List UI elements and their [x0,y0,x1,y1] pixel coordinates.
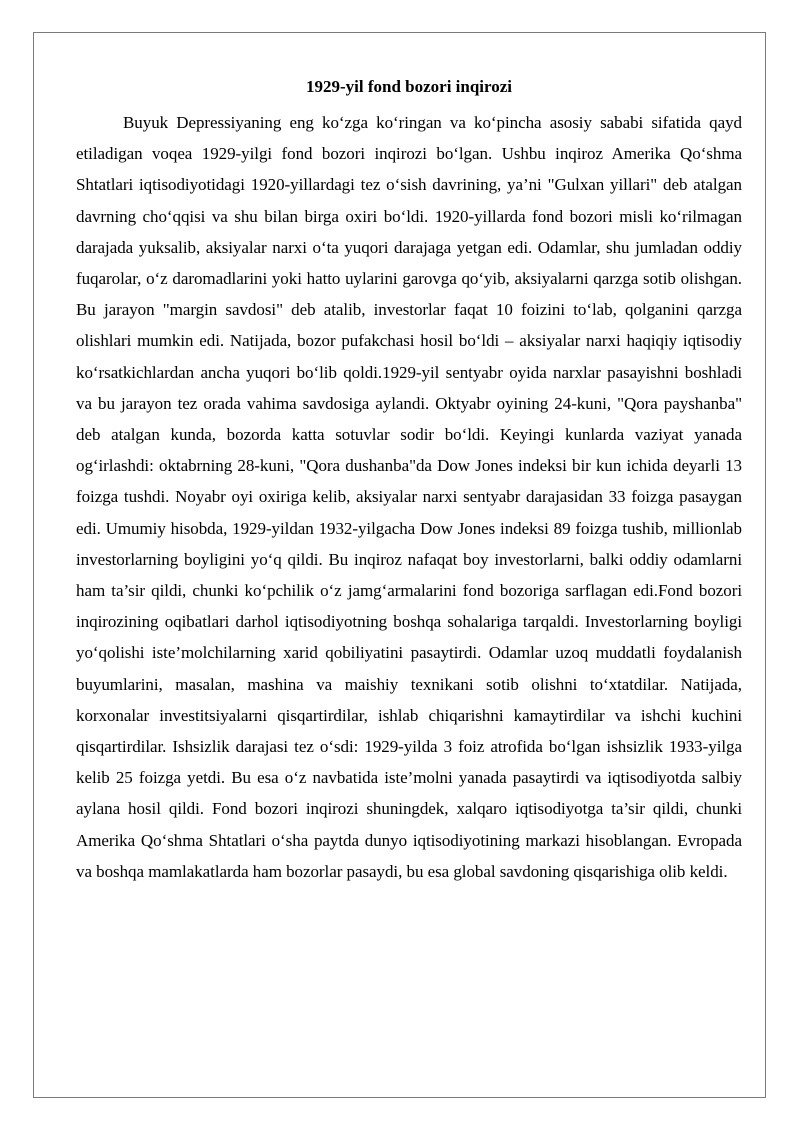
body-paragraph: Buyuk Depressiyaning eng ko‘zga ko‘ringan va ko‘pincha asosiy sababi sifatida qayd etiladigan voqea 1929-yilgi fond bozori inqirozi bo‘lgan. Ushbu inqiroz Amerika Qo‘shma Shtatlari iqtisodiyotidagi 1920-yillardagi tez o‘sish davrining, ya’ni "Gulxan yillari" deb atalgan davrning cho‘qqisi va shu bilan birga oxiri bo‘ldi. 1920-yillarda fond bozori misli ko‘rilmagan darajada yuksalib, aksiyalar narxi o‘ta yuqori darajaga yetgan edi. Odamlar, shu jumladan oddiy fuqarolar, o‘z daromadlarini yoki hatto uylarini garovga qo‘yib, aksiyalarni qarzga sotib olishgan. Bu jarayon "margin savdosi" deb atalib, investorlar faqat 10 foizini to‘lab, qolganini qarzga olishlari mumkin edi. Natijada, bozor pufakchasi hosil bo‘ldi – aksiyalar narxi haqiqiy iqtisodiy ko‘rsatkichlardan ancha yuqori bo‘lib qoldi.1929-yil sentyabr oyida narxlar pasayishni boshladi va bu jarayon tez orada vahima savdosiga aylandi. Oktyabr oyining 24-kuni, "Qora payshanba" deb atalgan kunda, bozorda katta sotuvlar sodir bo‘ldi. Keyingi kunlarda vaziyat yanada og‘irlashdi: oktabrning 28-kuni, "Qora dushanba"da Dow Jones indeksi bir kun ichida deyarli 13 foizga tushdi. Noyabr oyi oxiriga kelib, aksiyalar narxi sentyabr darajasidan 33 foizga pasaygan edi. Umumiy hisobda, 1929-yildan 1932-yilgacha Dow Jones indeksi 89 foizga tushib, millionlab investorlarning boyligini yo‘q qildi. Bu inqiroz nafaqat boy investorlarni, balki oddiy odamlarni ham ta’sir qildi, chunki ko‘pchilik o‘z jamg‘armalarini fond bozoriga sarflagan edi.Fond bozori inqirozining oqibatlari darhol iqtisodiyotning boshqa sohalariga tarqaldi. Investorlarning boyligi yo‘qolishi iste’molchilarning xarid qobiliyatini pasaytirdi. Odamlar uzoq muddatli foydalanish buyumlarini, masalan, mashina va maishiy texnikani sotib olishni to‘xtatdilar. Natijada, korxonalar investitsiyalarni qisqartirdilar, ishlab chiqarishni kamaytirdilar va ishchi kuchini qisqartirdilar. Ishsizlik darajasi tez o‘sdi: 1929-yilda 3 foiz atrofida bo‘lgan ishsizlik 1933-yilga kelib 25 foizga yetdi. Bu esa o‘z navbatida iste’molni yanada pasaytirdi va iqtisodiyotda salbiy aylana hosil qildi. Fond bozori inqirozi shuningdek, xalqaro iqtisodiyotga ta’sir qildi, chunki Amerika Qo‘shma Shtatlari o‘sha paytda dunyo iqtisodiyotining markazi hisoblangan. Evropada va boshqa mamlakatlarda ham bozorlar pasaydi, bu esa global savdoning qisqarishiga olib keldi. [76,113,742,881]
document-title: 1929-yil fond bozori inqirozi [305,77,513,96]
